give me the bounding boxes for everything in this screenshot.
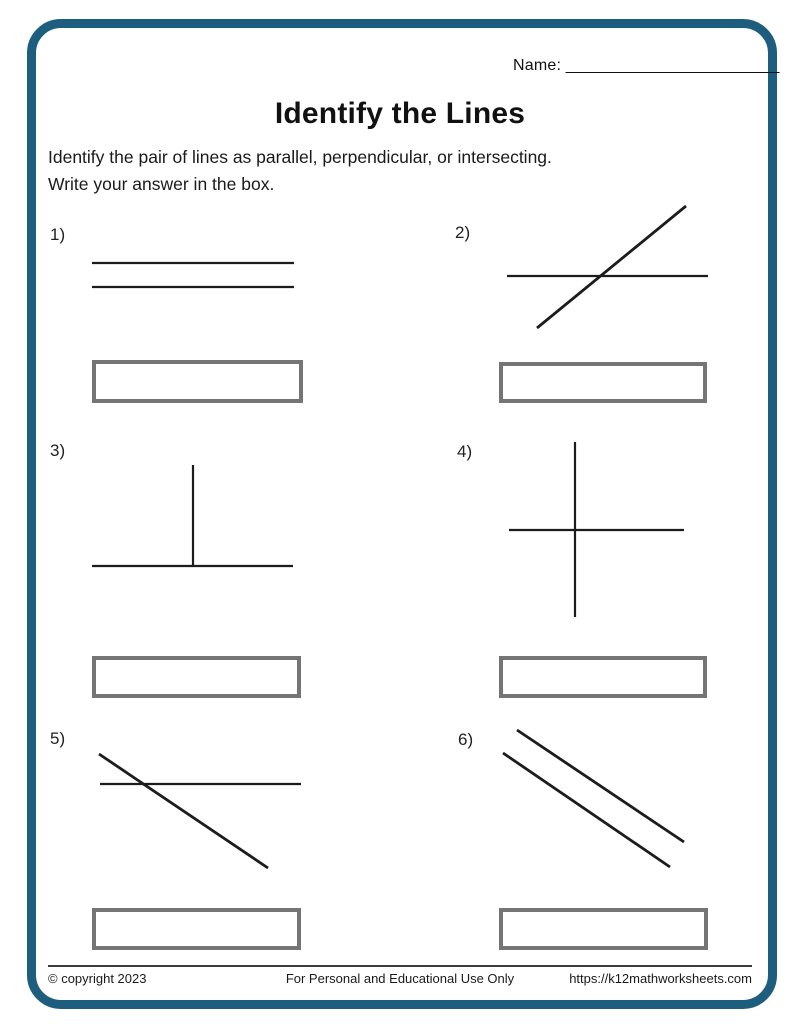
footer-website-link[interactable]: https://k12mathworksheets.com xyxy=(569,971,752,986)
answer-box-5[interactable] xyxy=(92,908,301,950)
answer-box-3[interactable] xyxy=(92,656,301,698)
answer-box-1[interactable] xyxy=(92,360,303,403)
problem-5-label: 5) xyxy=(50,729,66,748)
answer-box-2[interactable] xyxy=(499,362,707,403)
figure-line-p6-2 xyxy=(503,753,670,867)
footer-copyright: © copyright 2023 xyxy=(48,971,147,986)
figure-line-p5-2 xyxy=(99,754,268,868)
answer-box-6[interactable] xyxy=(499,908,708,950)
problem-4-label: 4) xyxy=(457,442,473,461)
name-row xyxy=(513,57,779,75)
footer-usage-note: For Personal and Educational Use Only xyxy=(285,971,515,986)
name-blank-line[interactable]: ________________________ xyxy=(565,57,780,74)
instructions-line-2: Write your answer in the box. xyxy=(48,174,275,194)
name-label: Name: xyxy=(513,57,562,74)
problem-3-label: 3) xyxy=(50,441,66,460)
footer-divider xyxy=(48,965,752,967)
problem-2-label: 2) xyxy=(455,223,471,242)
figure-line-p2-2 xyxy=(537,206,686,328)
problem-6-label: 6) xyxy=(458,730,474,749)
instructions xyxy=(48,144,552,198)
answer-box-4[interactable] xyxy=(499,656,707,698)
problem-1-label: 1) xyxy=(50,225,66,244)
figure-line-p6-1 xyxy=(517,730,684,842)
page-title: Identify the Lines xyxy=(274,97,526,130)
instructions-line-1: Identify the pair of lines as parallel, perpendicular, or intersecting. xyxy=(48,147,552,167)
